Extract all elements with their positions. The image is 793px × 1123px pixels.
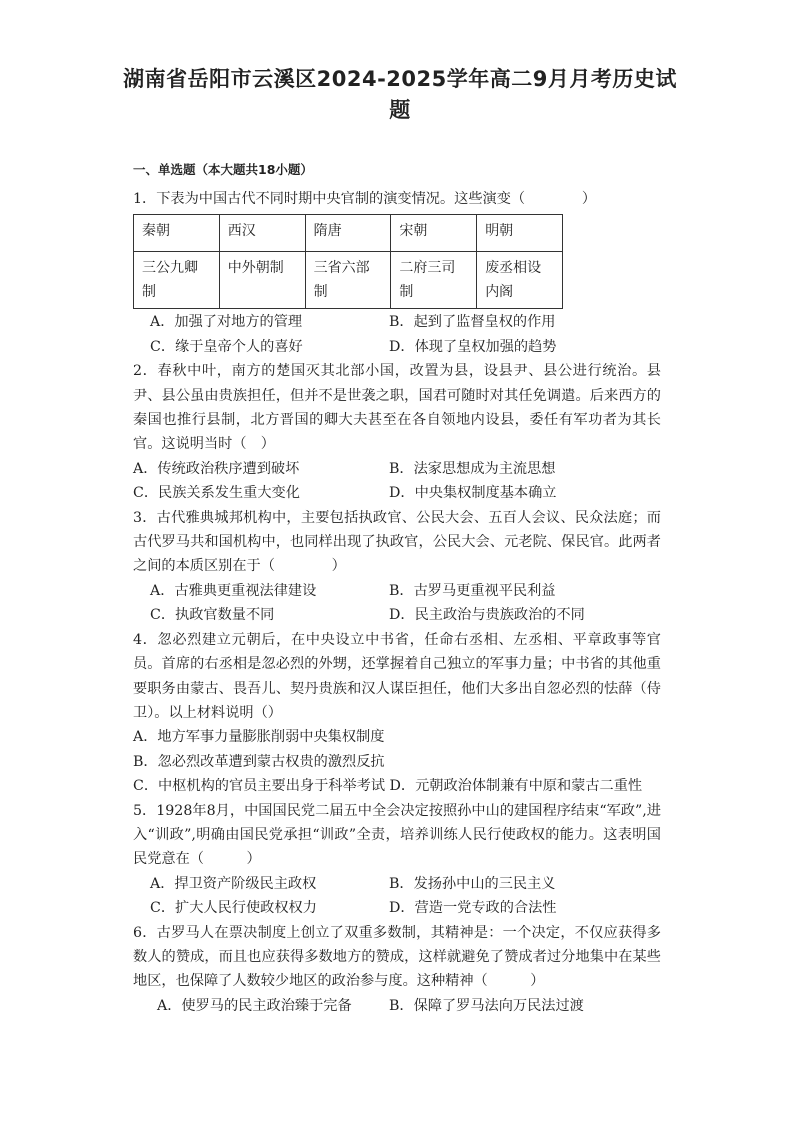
option-cd: C．中枢机构的官员主要出身于科举考试 D．元朝政治体制兼有中原和蒙古二重性 <box>133 778 643 795</box>
option-c: C．缘于皇帝个人的喜好 <box>150 338 303 355</box>
section-heading: 一、单选题（本大题共18小题） <box>133 162 313 177</box>
options <box>133 579 661 628</box>
option-d: D．中央集权制度基本确立 <box>389 485 557 502</box>
option-b: B．古罗马更重视平民利益 <box>389 582 556 599</box>
option-d: D．民主政治与贵族政治的不同 <box>389 607 585 624</box>
question-stem: 5．1928年8月，中国国民党二届五中全会决定按照孙中山的建国程序结束“军政”,进入“训政”,明确由国民党承担“训政”全责，培养训练人民行使政权的能力。这表明国民党意在（ ） <box>133 802 661 868</box>
option-a: A．古雅典更重视法律建设 <box>150 582 317 599</box>
option-b: B．发扬孙中山的三民主义 <box>389 875 556 892</box>
table-row <box>134 215 563 252</box>
options <box>133 872 661 921</box>
question-1 <box>133 187 661 359</box>
options <box>133 310 661 359</box>
option-a: A．捍卫资产阶级民主政权 <box>150 875 317 892</box>
question-3 <box>133 506 661 628</box>
options <box>133 457 661 506</box>
question-stem: 6．古罗马人在票决制度上创立了双重多数制，其精神是：一个决定，不仅应获得多数人的赞成，而且也应获得多数地方的赞成，这样就避免了赞成者过分地集中在某些地区，也保障了人数较少地区的政治参与度。这种精神（ ） <box>133 924 661 990</box>
table-row <box>134 252 563 309</box>
options-ab <box>133 725 661 749</box>
option-d: D．体现了皇权加强的趋势 <box>389 338 557 355</box>
page-title: 湖南省岳阳市云溪区2024-2025学年高二9月月考历史试题 <box>123 67 677 122</box>
questions <box>133 187 661 1018</box>
option-a: A．传统政治秩序遭到破坏 <box>133 460 300 477</box>
question-stem: 4．忽必烈建立元朝后，在中央设立中书省，任命右丞相、左丞相、平章政事等官员。首席的右丞相是忽必烈的外甥，还掌握着自己独立的军事力量；中书省的其他重要职务由蒙古、畏吾儿、契丹贵族和汉人谋臣担任，他们大多出自忽必烈的怯薛（侍卫）。以上材料说明（） <box>133 631 661 721</box>
question-5 <box>133 799 661 921</box>
question-stem: 3．古代雅典城邦机构中，主要包括执政官、公民大会、五百人会议、民众法庭；而古代罗马共和国机构中，也同样出现了执政官，公民大会、元老院、保民官。此两者之间的本质区别在于（ ） <box>133 509 661 575</box>
option-c: C．民族关系发生重大变化 <box>133 485 300 502</box>
table-cell: 宋朝 <box>391 215 477 252</box>
officials-table <box>133 214 563 309</box>
option-b: B．忽必烈改革遭到蒙古权贵的激烈反抗 <box>133 753 385 770</box>
table-cell: 中外朝制 <box>219 252 305 309</box>
option-c: C．执政官数量不同 <box>150 607 275 624</box>
table-cell: 明朝 <box>477 215 563 252</box>
table-cell: 废丞相设内阁 <box>477 252 563 309</box>
option-a: A．使罗马的民主政治臻于完备 <box>157 997 352 1014</box>
question-2 <box>133 359 661 505</box>
table-cell: 西汉 <box>219 215 305 252</box>
table-cell: 秦朝 <box>134 215 220 252</box>
option-a: A．加强了对地方的管理 <box>150 314 303 331</box>
option-d: D．营造一党专政的合法性 <box>389 900 557 917</box>
option-b: B．保障了罗马法向万民法过渡 <box>389 997 584 1014</box>
table-cell: 二府三司制 <box>391 252 477 309</box>
option-b: B．法家思想成为主流思想 <box>389 460 556 477</box>
options <box>133 994 661 1018</box>
question-stem: 2．春秋中叶，南方的楚国灭其北部小国，改置为县，设县尹、县公进行统治。县尹、县公虽由贵族担任，但并不是世袭之职，国君可随时对其任免调遣。后来西方的秦国也推行县制，北方晋国的卿大夫甚至在各自领地内设县，委任有军功者为其长官。这说明当时（ ） <box>133 363 661 453</box>
question-4 <box>133 628 661 799</box>
option-a: A．地方军事力量膨胀削弱中央集权制度 <box>133 729 385 746</box>
option-c: C．扩大人民行使政权权力 <box>150 900 317 917</box>
table-cell: 三省六部制 <box>305 252 391 309</box>
table-cell: 三公九卿制 <box>134 252 220 309</box>
question-stem: 1．下表为中国古代不同时期中央官制的演变情况。这些演变（ ） <box>133 191 597 207</box>
option-b: B．起到了监督皇权的作用 <box>389 314 556 331</box>
question-6 <box>133 921 661 1019</box>
table-cell: 隋唐 <box>305 215 391 252</box>
